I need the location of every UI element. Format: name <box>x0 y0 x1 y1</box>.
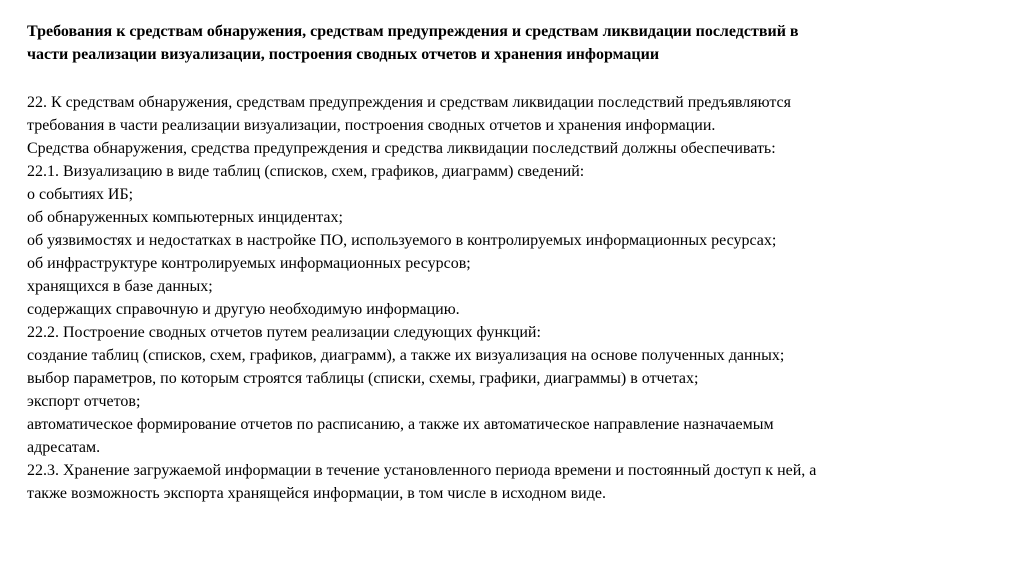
slide-body <box>27 91 1002 505</box>
body-line: содержащих справочную и другую необходимую информацию. <box>27 301 460 318</box>
body-line: 22.1. Визуализацию в виде таблиц (списков, схем, графиков, диаграмм) сведений: <box>27 163 585 180</box>
body-line: об обнаруженных компьютерных инцидентах; <box>27 209 343 226</box>
body-line: Средства обнаружения, средства предупреждения и средства ликвидации последствий должны обеспечивать: <box>27 140 776 157</box>
body-line: об инфраструктуре контролируемых информационных ресурсов; <box>27 255 471 272</box>
body-line: выбор параметров, по которым строятся таблицы (списки, схемы, графики, диаграммы) в отчетах; <box>27 370 699 387</box>
body-line: 22.3. Хранение загружаемой информации в течение установленного периода времени и постоянный доступ к ней, а <box>27 462 817 479</box>
body-line: 22.2. Построение сводных отчетов путем реализации следующих функций: <box>27 324 541 341</box>
body-line: адресатам. <box>27 439 101 456</box>
body-line: об уязвимостях и недостатках в настройке ПО, используемого в контролируемых информационных ресурсах; <box>27 232 777 249</box>
body-line: создание таблиц (списков, схем, графиков, диаграмм), а также их визуализация на основе полученных данных; <box>27 347 785 364</box>
body-line: требования в части реализации визуализации, построения сводных отчетов и хранения информации. <box>27 117 716 134</box>
body-line: 22. К средствам обнаружения, средствам предупреждения и средствам ликвидации последствий предъявляются <box>27 94 791 111</box>
body-line: автоматическое формирование отчетов по расписанию, а также их автоматическое направление назначаемым <box>27 416 774 433</box>
body-line: хранящихся в базе данных; <box>27 278 213 295</box>
slide-content <box>27 20 1002 505</box>
body-line: о событиях ИБ; <box>27 186 134 203</box>
body-line: также возможность экспорта хранящейся информации, в том числе в исходном виде. <box>27 485 606 502</box>
body-line: экспорт отчетов; <box>27 393 141 410</box>
heading-line: Требования к средствам обнаружения, средствам предупреждения и средствам ликвидации последствий в <box>27 23 799 40</box>
slide-heading <box>27 20 1002 66</box>
heading-line: части реализации визуализации, построения сводных отчетов и хранения информации <box>27 46 660 63</box>
